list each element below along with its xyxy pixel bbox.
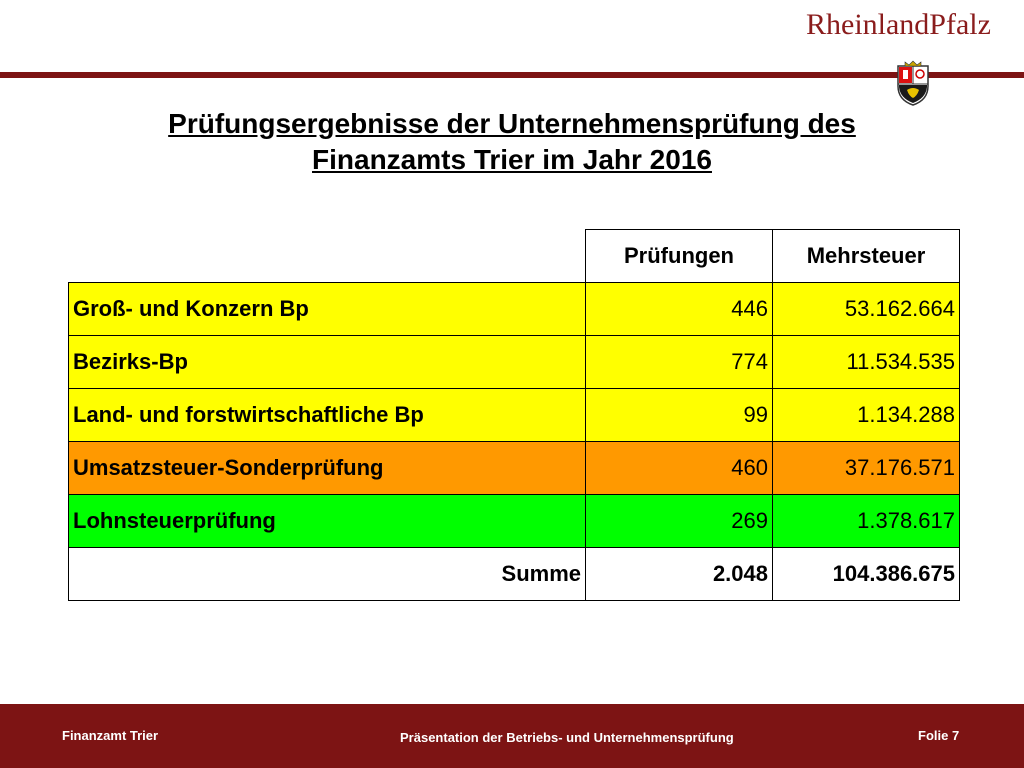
- results-table: [68, 229, 960, 601]
- table-row: [69, 283, 960, 336]
- page-title: [62, 106, 962, 178]
- row-label: Groß- und Konzern Bp: [69, 283, 586, 336]
- table-row: [69, 495, 960, 548]
- row-pruefungen: 774: [586, 336, 773, 389]
- table-row: [69, 336, 960, 389]
- row-pruefungen: 446: [586, 283, 773, 336]
- header-empty-cell: [69, 230, 586, 283]
- column-header-mehrsteuer: Mehrsteuer: [773, 230, 960, 283]
- row-label: Umsatzsteuer-Sonderprüfung: [69, 442, 586, 495]
- table-row: [69, 389, 960, 442]
- footer-presentation-title: Präsentation der Betriebs- und Unternehmensprüfung: [400, 730, 734, 745]
- title-line-2: Finanzamts Trier im Jahr 2016: [312, 144, 712, 175]
- row-label: Lohnsteuerprüfung: [69, 495, 586, 548]
- row-mehrsteuer: 11.534.535: [773, 336, 960, 389]
- row-mehrsteuer: 53.162.664: [773, 283, 960, 336]
- title-line-1: Prüfungsergebnisse der Unternehmensprüfung des: [168, 108, 856, 139]
- footer-bar: [0, 704, 1024, 768]
- footer-office: Finanzamt Trier: [62, 728, 159, 743]
- summary-pruefungen: 2.048: [586, 548, 773, 601]
- row-label: Land- und forstwirtschaftliche Bp: [69, 389, 586, 442]
- row-mehrsteuer: 1.378.617: [773, 495, 960, 548]
- row-mehrsteuer: 37.176.571: [773, 442, 960, 495]
- table-row: [69, 442, 960, 495]
- header-bar: [0, 72, 1024, 78]
- brand-logo-text: RheinlandPfalz: [806, 8, 991, 41]
- row-pruefungen: 269: [586, 495, 773, 548]
- row-label: Bezirks-Bp: [69, 336, 586, 389]
- footer-slide-number: Folie 7: [918, 728, 960, 743]
- row-pruefungen: 460: [586, 442, 773, 495]
- row-pruefungen: 99: [586, 389, 773, 442]
- row-mehrsteuer: 1.134.288: [773, 389, 960, 442]
- summary-label: Summe: [69, 548, 586, 601]
- summary-row: [69, 548, 960, 601]
- table-header-row: [69, 230, 960, 283]
- coat-of-arms-icon: [895, 60, 931, 106]
- summary-mehrsteuer: 104.386.675: [773, 548, 960, 601]
- column-header-pruefungen: Prüfungen: [586, 230, 773, 283]
